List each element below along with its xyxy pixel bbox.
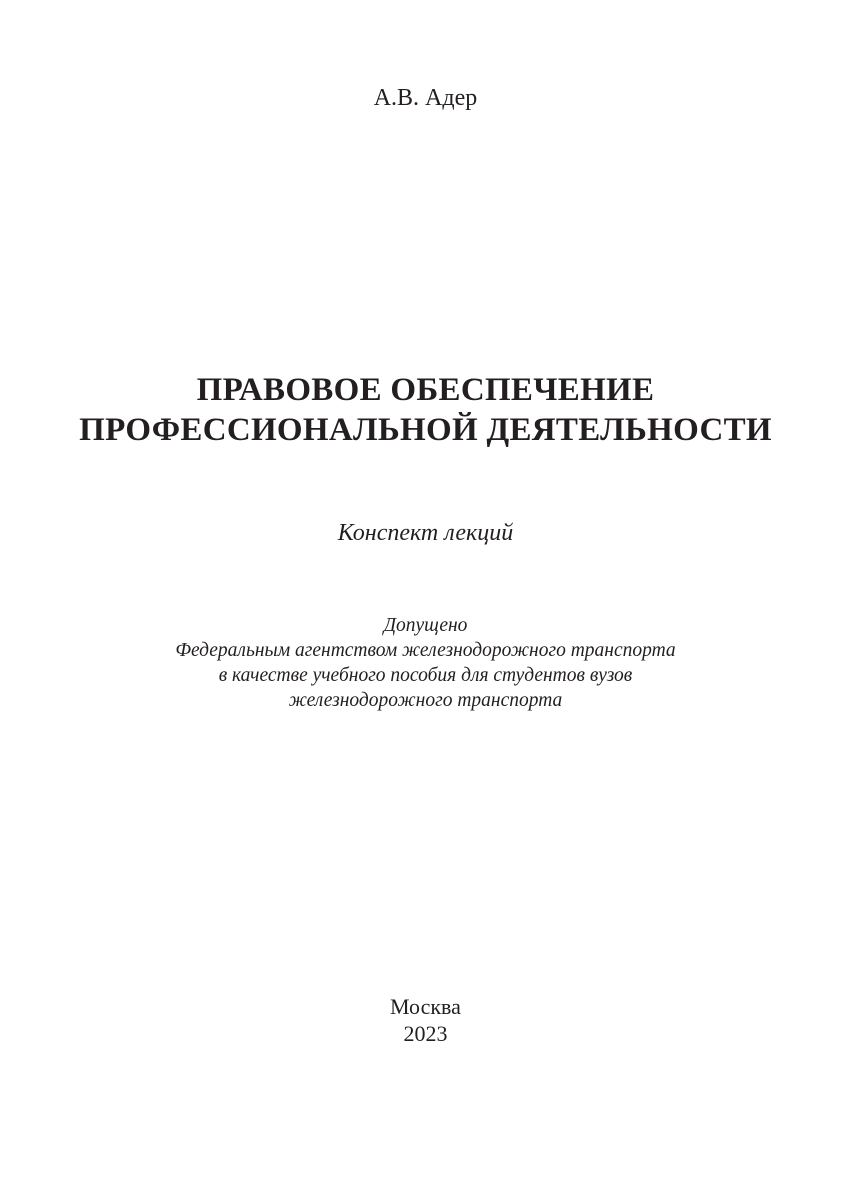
imprint [0,993,851,1047]
approval-line-4: железнодорожного транспорта [288,690,563,711]
book-subtitle: Конспект лекций [337,520,514,546]
book-title-line-2: ПРОФЕССИОНАЛЬНОЙ ДЕЯТЕЛЬНОСТИ [79,412,772,448]
approval-line-3: в качестве учебного пособия для студентов вузов [218,665,633,686]
imprint-year: 2023 [403,1021,448,1046]
approval-line-1: Допущено [383,615,468,636]
book-title [0,370,851,450]
book-title-line-1: ПРАВОВОЕ ОБЕСПЕЧЕНИЕ [196,372,655,408]
imprint-city: Москва [390,994,461,1019]
author-name: А.В. Адер [373,85,478,111]
approval-notice [0,613,851,713]
approval-line-2: Федеральным агентством железнодорожного транспорта [175,640,676,661]
